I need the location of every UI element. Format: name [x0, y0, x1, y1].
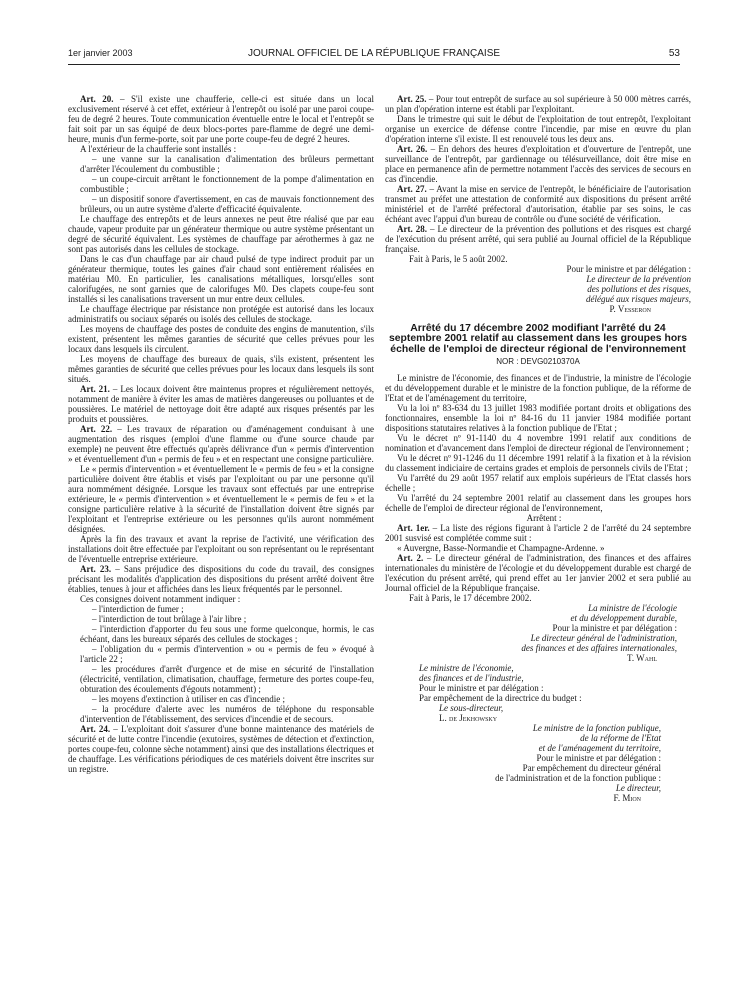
list-item: – l'interdiction de fumer ; — [92, 604, 184, 614]
list-item: – l'interdiction d'apporter du feu sous une forme quelconque, hormis, le cas échéant, dans les bureaux séparés des cellules de stockages ; — [80, 624, 374, 644]
article-27: Art. 27. – Avant la mise en service de l'entrepôt, le bénéficiaire de l'autorisation transmet au préfet une attestation de conformité aux dispositions du présent arrêté ministériel et de l'arrêté préfectoral d'autorisation, établie par ses soins, le cas échéant avec l'appui d'un bureau de contrôle ou d'une société de vérification. — [385, 184, 691, 224]
date-line: Fait à Paris, le 17 décembre 2002. — [409, 593, 532, 604]
visa: Vu l'arrêté du 24 septembre 2001 relatif au classement dans les groupes hors échelle de l'emploi de directeur régional de l'environnement, — [385, 493, 691, 514]
list-item: – les moyens d'extinction à utiliser en cas d'incendie ; — [92, 694, 285, 704]
list-item: – une vanne sur la canalisation d'alimentation des brûleurs permettant d'arrêter l'écoulement du combustible ; — [80, 154, 374, 174]
paragraph: Dans le trimestre qui suit le début de l'exploitation de tout entrepôt, l'exploitant organise un exercice de défense contre l'incendie, par mise en œuvre du plan d'opération interne s'il existe. Il est renouvelé tous les deux ans. — [385, 114, 691, 144]
article-1: Art. 1er. – La liste des régions figurant à l'article 2 de l'arrêté du 24 septembre 2001 susvisé est complétée comme suit : — [385, 523, 691, 544]
visa: Vu le décret nº 91-1246 du 11 décembre 1991 relatif à la fixation et à la révision du classement indiciaire de certains grades et emplois de personnels civils de l'Etat ; — [385, 453, 691, 474]
visa: Vu le décret nº 91-1140 du 4 novembre 1991 relatif aux conditions de nomination et d'avancement dans l'emploi de directeur régional de l'environnement ; — [385, 433, 691, 454]
article-25: Art. 25. – Pour tout entrepôt de surface au sol supérieure à 50 000 mètres carrés, un plan d'opération interne est établi par l'exploitant. — [385, 94, 691, 114]
signature-block: Le ministre de l'économie, des finances et de l'industrie, Pour le ministre et par délégation : Par empêchement de la directrice du budget : Le sous-directeur, L. de Jekhowsky — [419, 663, 582, 724]
paragraph: Le chauffage électrique par résistance non protégée est autorisé dans les locaux administratifs ou sociaux séparés ou isolés des cellules de stockage. — [68, 304, 374, 324]
list-item: – un dispositif sonore d'avertissement, en cas de mauvais fonctionnement des brûleurs, ou un autre système d'alerte d'efficacité équivalente. — [80, 194, 374, 214]
article-2: Art. 2. – Le directeur général de l'administration, des finances et des affaires internationales du ministère de l'écologie et du développement durable est chargé de l'exécution du présent arrêté, qui prend effet au 1er janvier 2002 et sera publié au Journal officiel de la République française. — [385, 553, 691, 594]
date-line: Fait à Paris, le 5 août 2002. — [409, 254, 508, 264]
list-item: – la procédure d'alerte avec les numéros de téléphone du responsable d'intervention de l'établissement, des services d'incendie et de secours. — [80, 704, 374, 724]
visa: Vu l'arrêté du 29 août 1957 relatif aux emplois supérieurs de l'Etat classés hors échelle ; — [385, 473, 691, 494]
header-date: 1er janvier 2003 — [68, 48, 133, 58]
paragraph: A l'extérieur de la chaufferie sont installés : — [80, 144, 237, 154]
nor-reference: NOR : DEVG0210370A — [496, 357, 580, 367]
paragraph: Le chauffage des entrepôts et de leurs annexes ne peut être réalisé que par eau chaude, vapeur produite par un générateur thermique ou autre système présentant un degré de sécurité équivalent. Les systèmes de chauffage par aérothermes à gaz ne sont pas autorisés dans les cellules de stockage. — [68, 214, 374, 254]
right-column — [385, 94, 691, 803]
visa: Vu la loi nº 83-634 du 13 juillet 1983 modifiée portant droits et obligations des fonctionnaires, ensemble la loi nº 84-16 du 11 janvier 1984 modifiée portant dispositions statutaires relatives à la fonction publique de l'Etat ; — [385, 403, 691, 434]
article-24: Art. 24. – L'exploitant doit s'assurer d'une bonne maintenance des matériels de sécurité et de lutte contre l'incendie (exutoires, systèmes de détection et d'extinction, portes coupe-feu, colonne sèche notamment) ainsi que des installations électriques et de chauffage. Les vérifications périodiques de ces matériels doivent être inscrites sur un registre. — [68, 724, 374, 774]
article-26: Art. 26. – En dehors des heures d'exploitation et d'ouverture de l'entrepôt, une surveillance de l'entrepôt, par gardiennage ou télésurveillance, doit être mise en place en permanence afin de permettre notamment l'accès des services de secours en cas d'incendie. — [385, 144, 691, 184]
paragraph: Les moyens de chauffage des postes de conduite des engins de manutention, s'ils existent, présentent les mêmes garanties de sécurité que celles prévues pour les locaux dans lesquels ils circulent. — [68, 324, 374, 354]
arretent: Arrêtent : — [526, 513, 562, 524]
left-column — [68, 94, 374, 774]
page-header — [68, 48, 680, 62]
article-23: Art. 23. – Sans préjudice des dispositions du code du travail, des consignes précisant les modalités d'application des dispositions du présent arrêté doivent être établies, tenues à jour et affichées dans les lieux fréquentés par le personnel. — [68, 564, 374, 594]
article-21: Art. 21. – Les locaux doivent être maintenus propres et régulièrement nettoyés, notamment de manière à éviter les amas de matières dangereuses ou polluantes et de poussières. Le matériel de nettoyage doit être adapté aux risques présentés par les produits et poussières. — [68, 384, 374, 424]
decree-title: Arrêté du 17 décembre 2002 modifiant l'arrêté du 24 septembre 2001 relatif au classement dans les groupes hors échelle de l'emploi de directeur régional de l'environnement — [389, 323, 687, 355]
page-number: 53 — [668, 48, 680, 59]
paragraph: Le ministre de l'économie, des finances et de l'industrie, la ministre de l'écologie et du développement durable et le ministre de la fonction publique, de la réforme de l'Etat et de l'aménagement du territoire, — [385, 373, 691, 404]
article-22: Art. 22. – Les travaux de réparation ou d'aménagement conduisant à une augmentation des risques (emploi d'une flamme ou d'une source chaude par exemple) ne peuvent être effectués qu'après délivrance d'un « permis d'intervention » et éventuellement d'un « permis de feu » et en respectant une consigne particulière. — [68, 424, 374, 464]
paragraph: « Auvergne, Basse-Normandie et Champagne-Ardenne. » — [397, 543, 605, 554]
paragraph: Les moyens de chauffage des bureaux de quais, s'ils existent, présentent les mêmes garanties de sécurité que celles prévues pour les locaux dans lesquels ils sont situés. — [68, 354, 374, 384]
list-item: – l'obligation du « permis d'intervention » ou « permis de feu » évoqué à l'article 22 ; — [80, 644, 374, 664]
list-item: – les procédures d'arrêt d'urgence et de mise en sécurité de l'installation (électricité, ventilation, climatisation, chauffage, fermeture des portes coupe-feu, obturation des écoulements d'égouts notamment) ; — [80, 664, 374, 694]
paragraph: Après la fin des travaux et avant la reprise de l'activité, une vérification des installations doit être effectuée par l'exploitant ou son représentant ou le représentant de l'éventuelle entreprise extérieure. — [68, 534, 374, 564]
signature-block: Le ministre de la fonction publique, de la réforme de l'Etat et de l'aménagement du territoire, Pour le ministre et par délégation : Par empêchement du directeur général de l'administration et de la fonction publique : Le directeur, F. Mion — [495, 723, 661, 804]
article-20: Art. 20. – S'il existe une chaufferie, celle-ci est située dans un local exclusivement réservé à cet effet, extérieur à l'entrepôt ou isolé par une paroi coupe-feu de degré 2 heures. Toute communication éventuelle entre le local et l'entrepôt se fait soit par un sas équipé de deux blocs-portes pare-flamme de degré une demi-heure, munis d'un ferme-porte, soit par une porte coupe-feu de degré 2 heures. — [68, 94, 374, 144]
signature-block: Pour le ministre et par délégation : Le directeur de la prévention des pollutions et des risques, délégué aux risques majeurs, P. Vesseron — [566, 264, 691, 314]
paragraph: Le « permis d'intervention » et éventuellement le « permis de feu » et la consigne particulière doivent être établis et visés par l'exploitant ou par une personne qu'il aura nommément désignée. Lorsque les travaux sont effectués par une entreprise extérieure, le « permis d'intervention » et éventuellement le « permis de feu » et la consigne particulière relative à la sécurité de l'installation doivent être signés par l'exploitant et l'entreprise extérieure ou les personnes qu'ils auront nommément désignées. — [68, 464, 374, 534]
paragraph: Ces consignes doivent notamment indiquer : — [80, 594, 241, 604]
header-rule — [68, 64, 680, 65]
header-journal-title: JOURNAL OFFICIEL DE LA RÉPUBLIQUE FRANÇAISE — [247, 48, 501, 59]
list-item: – l'interdiction de tout brûlage à l'air libre ; — [92, 614, 247, 624]
article-28: Art. 28. – Le directeur de la prévention des pollutions et des risques est chargé de l'exécution du présent arrêté, qui sera publié au Journal officiel de la République française. — [385, 224, 691, 254]
list-item: – un coupe-circuit arrêtant le fonctionnement de la pompe d'alimentation en combustible ; — [80, 174, 374, 194]
signature-block: La ministre de l'écologie et du développement durable, Pour la ministre et par délégation : Le directeur général de l'administration, des finances et des affaires internationales, T. Wahl — [521, 603, 677, 664]
paragraph: Dans le cas d'un chauffage par air chaud pulsé de type indirect produit par un générateur thermique, toutes les gaines d'air chaud sont entièrement réalisées en matériau M0. En particulier, les canalisations métalliques, lorsqu'elles sont calorifugées, ne sont garnies que de calorifuges M0. Des clapets coupe-feu sont installés si les canalisations traversent un mur entre deux cellules. — [68, 254, 374, 304]
